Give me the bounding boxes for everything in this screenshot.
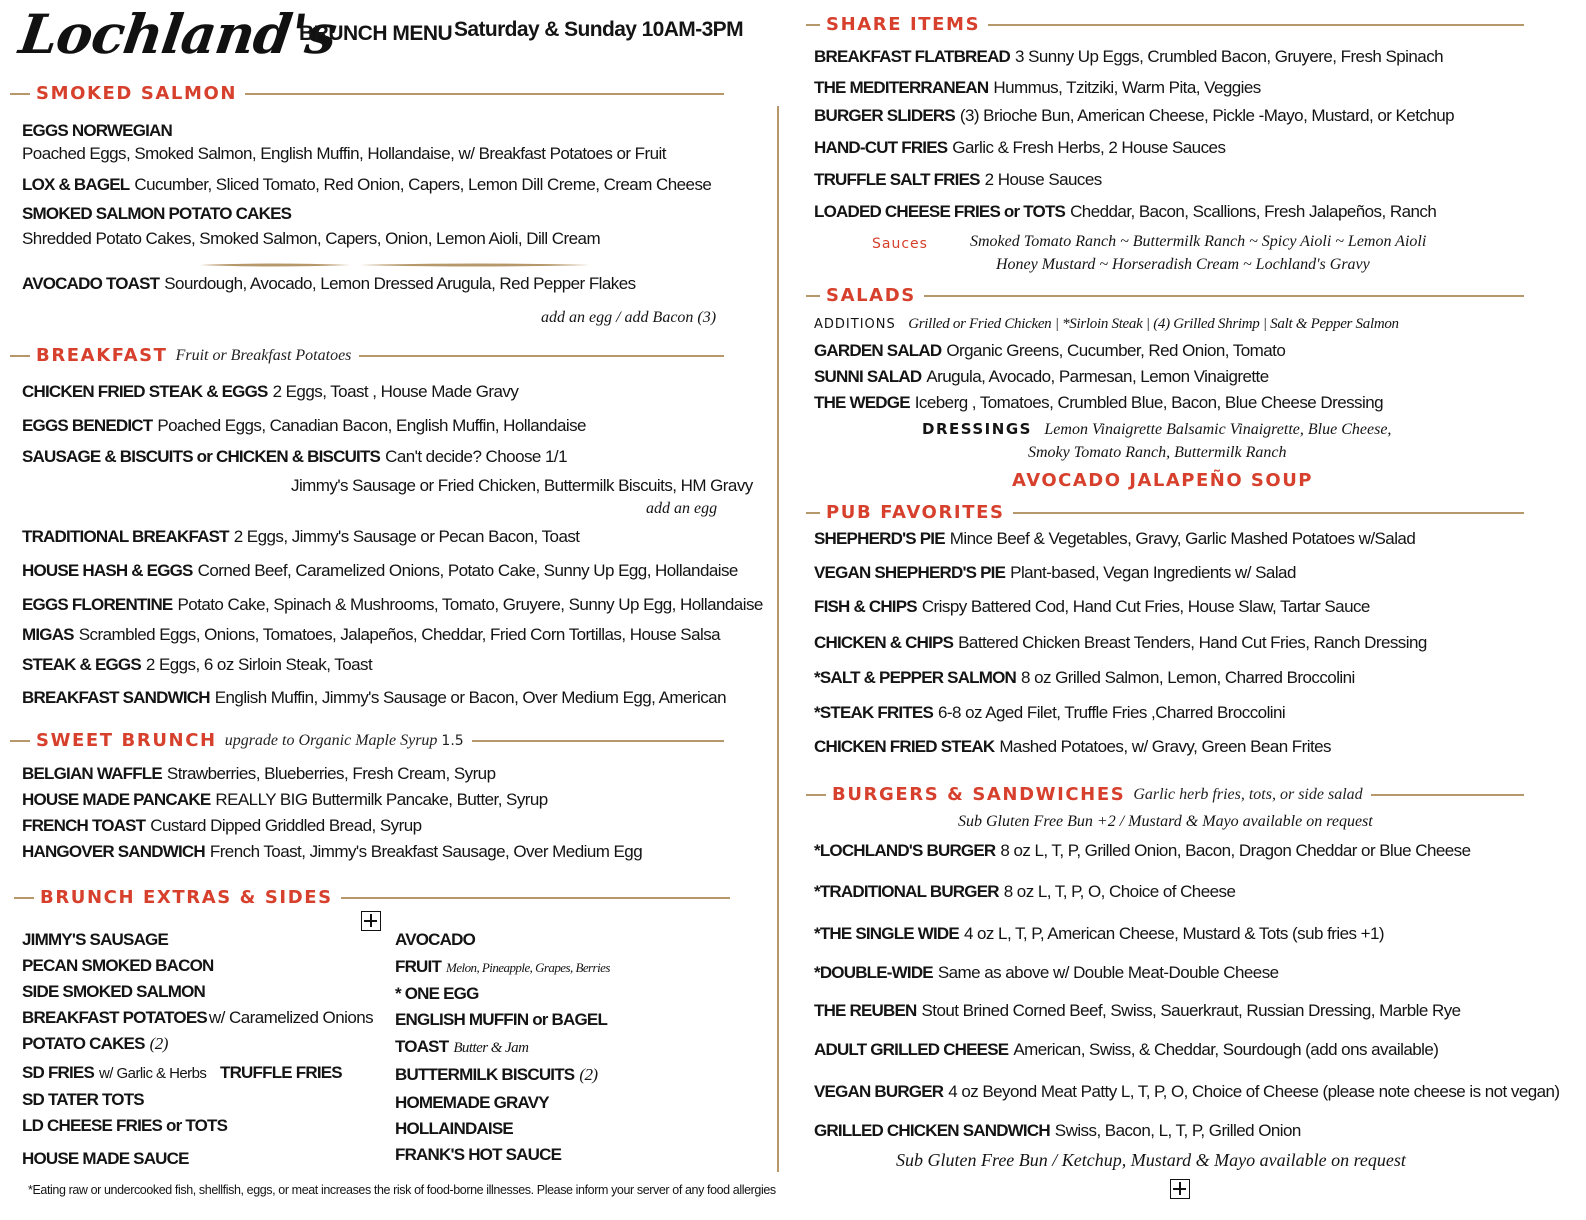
side-item: SD TATER TOTS	[22, 1090, 144, 1109]
menu-item: THE WEDGE Iceberg , Tomatoes, Crumbled Blue, Bacon, Blue Cheese Dressing	[814, 393, 1384, 412]
menu-item: SMOKED SALMON POTATO CAKES	[22, 204, 292, 223]
menu-item: AVOCADO TOAST Sourdough, Avocado, Lemon Dressed Arugula, Red Pepper Flakes	[22, 274, 636, 293]
dressings-label: DRESSINGS	[922, 420, 1032, 438]
side-item: FRUIT Melon, Pineapple, Grapes, Berries	[395, 957, 610, 976]
sauces-label: Sauces	[872, 236, 928, 252]
restaurant-logo: Lochland's	[15, 2, 341, 66]
side-item: JIMMY'S SAUSAGE	[22, 930, 169, 949]
menu-item: CHICKEN FRIED STEAK Mashed Potatoes, w/ Gravy, Green Bean Frites	[814, 737, 1332, 756]
menu-item: LOADED CHEESE FRIES or TOTS Cheddar, Bacon, Scallions, Fresh Jalapeños, Ranch	[814, 202, 1437, 221]
side-item: BREAKFAST POTATOES w/ Caramelized Onions	[22, 1008, 374, 1027]
sauces-list: Smoked Tomato Ranch ~ Buttermilk Ranch ~ Spicy Aioli ~ Lemon Aioli	[970, 233, 1427, 250]
side-item: FRANK'S HOT SAUCE	[395, 1145, 562, 1164]
section-title: BRUNCH EXTRAS & SIDES	[40, 887, 333, 908]
menu-item: VEGAN BURGER 4 oz Beyond Meat Patty L, T, P, O, Choice of Cheese (please note cheese is not vegan)	[814, 1082, 1560, 1101]
menu-hours: Saturday & Sunday 10AM-3PM	[454, 18, 743, 41]
menu-item: HOUSE HASH & EGGS Corned Beef, Caramelized Onions, Potato Cake, Sunny Up Egg, Hollandaise	[22, 561, 738, 580]
menu-item: EGGS BENEDICT Poached Eggs, Canadian Bacon, English Muffin, Hollandaise	[22, 416, 586, 435]
additions-row	[814, 315, 1399, 333]
section-extras-header	[14, 887, 730, 908]
menu-item: GARDEN SALAD Organic Greens, Cucumber, Red Onion, Tomato	[814, 341, 1286, 360]
section-title: SALADS	[826, 285, 916, 306]
additions-list: Grilled or Fried Chicken | *Sirloin Steak | (4) Grilled Shrimp | Salt & Pepper Salmon	[908, 316, 1399, 332]
burger-bottom-note: Sub Gluten Free Bun / Ketchup, Mustard & Mayo available on request	[896, 1150, 1406, 1170]
menu-item: *STEAK FRITES 6-8 oz Aged Filet, Truffle Fries ,Charred Broccolini	[814, 703, 1286, 722]
menu-item-description: Poached Eggs, Smoked Salmon, English Muffin, Hollandaise, w/ Breakfast Potatoes or Fruit	[22, 144, 666, 163]
side-item: HOLLAINDAISE	[395, 1119, 513, 1138]
menu-item: HOUSE MADE PANCAKE REALLY BIG Buttermilk Pancake, Butter, Syrup	[22, 790, 548, 809]
menu-item: MIGAS Scrambled Eggs, Onions, Tomatoes, Jalapeños, Cheddar, Fried Corn Tortillas, House Salsa	[22, 625, 721, 644]
section-title: BREAKFAST	[36, 345, 168, 366]
menu-item: STEAK & EGGS 2 Eggs, 6 oz Sirloin Steak, Toast	[22, 655, 373, 674]
side-item: TOAST Butter & Jam	[395, 1037, 529, 1056]
side-item: * ONE EGG	[395, 984, 479, 1003]
menu-item: CHICKEN FRIED STEAK & EGGS 2 Eggs, Toast , House Made Gravy	[22, 382, 519, 401]
section-burgers-header	[806, 784, 1524, 805]
menu-item: VEGAN SHEPHERD'S PIE Plant-based, Vegan Ingredients w/ Salad	[814, 563, 1296, 582]
menu-item: GRILLED CHICKEN SANDWICH Swiss, Bacon, L, T, P, Grilled Onion	[814, 1121, 1301, 1140]
dressings-list: Lemon Vinaigrette Balsamic Vinaigrette, Blue Cheese,	[1044, 421, 1392, 438]
section-salads-header	[806, 285, 1524, 306]
section-note: Fruit or Breakfast Potatoes	[175, 346, 352, 364]
menu-item: BREAKFAST FLATBREAD 3 Sunny Up Eggs, Crumbled Bacon, Gruyere, Fresh Spinach	[814, 47, 1444, 66]
menu-item: HANGOVER SANDWICH French Toast, Jimmy's Breakfast Sausage, Over Medium Egg	[22, 842, 643, 861]
side-item: POTATO CAKES (2)	[22, 1034, 168, 1053]
menu-title: BRUNCH MENU	[299, 22, 453, 45]
addon-note: add an egg	[646, 500, 718, 517]
menu-item: SAUSAGE & BISCUITS or CHICKEN & BISCUITS Can't decide? Choose 1/1	[22, 447, 567, 466]
side-item: LD CHEESE FRIES or TOTS	[22, 1116, 228, 1135]
section-title: SHARE ITEMS	[826, 14, 981, 35]
menu-item: BELGIAN WAFFLE Strawberries, Blueberries, Fresh Cream, Syrup	[22, 764, 496, 783]
section-title: PUB FAVORITES	[826, 502, 1005, 523]
section-title: SMOKED SALMON	[36, 83, 238, 104]
menu-item-description: Shredded Potato Cakes, Smoked Salmon, Capers, Onion, Lemon Aioli, Dill Cream	[22, 229, 601, 248]
menu-item: BREAKFAST SANDWICH English Muffin, Jimmy's Sausage or Bacon, Over Medium Egg, American	[22, 688, 726, 707]
section-sweet-brunch-header	[10, 730, 724, 751]
section-note: Garlic herb fries, tots, or side salad	[1133, 785, 1363, 803]
side-item: HOUSE MADE SAUCE	[22, 1149, 189, 1168]
menu-item: *TRADITIONAL BURGER 8 oz L, T, P, O, Choice of Cheese	[814, 882, 1236, 901]
menu-item: FRENCH TOAST Custard Dipped Griddled Bread, Syrup	[22, 816, 422, 835]
anchor-box-icon	[361, 911, 381, 931]
menu-item: EGGS FLORENTINE Potato Cake, Spinach & Mushrooms, Tomato, Gruyere, Sunny Up Egg, Hollandaise	[22, 595, 763, 614]
side-item: SIDE SMOKED SALMON	[22, 982, 206, 1001]
menu-item: SHEPHERD'S PIE Mince Beef & Vegetables, Gravy, Garlic Mashed Potatoes w/Salad	[814, 529, 1416, 548]
side-item: PECAN SMOKED BACON	[22, 956, 214, 975]
section-note: upgrade to Organic Maple Syrup 1.5	[224, 731, 464, 749]
menu-item: CHICKEN & CHIPS Battered Chicken Breast Tenders, Hand Cut Fries, Ranch Dressing	[814, 633, 1427, 652]
side-item: BUTTERMILK BISCUITS (2)	[395, 1065, 598, 1084]
menu-item: LOX & BAGEL Cucumber, Sliced Tomato, Red Onion, Capers, Lemon Dill Creme, Cream Cheese	[22, 175, 712, 194]
menu-item: TRADITIONAL BREAKFAST 2 Eggs, Jimmy's Sausage or Pecan Bacon, Toast	[22, 527, 580, 546]
column-divider	[777, 106, 779, 1172]
allergy-disclaimer: *Eating raw or undercooked fish, shellfish, eggs, or meat increases the risk of food-borne illnesses. Please inform your server of any food allergies	[28, 1183, 776, 1197]
section-pub-header	[806, 502, 1524, 523]
menu-item: *DOUBLE-WIDE Same as above w/ Double Meat-Double Cheese	[814, 963, 1279, 982]
burger-sub-note: Sub Gluten Free Bun +2 / Mustard & Mayo available on request	[958, 813, 1373, 830]
menu-item: BURGER SLIDERS (3) Brioche Bun, American Cheese, Pickle -Mayo, Mustard, or Ketchup	[814, 106, 1455, 125]
side-item: HOMEMADE GRAVY	[395, 1093, 549, 1112]
section-title: BURGERS & SANDWICHES	[832, 784, 1126, 805]
menu-item: *LOCHLAND'S BURGER 8 oz L, T, P, Grilled Onion, Bacon, Dragon Cheddar or Blue Cheese	[814, 841, 1471, 860]
side-item: ENGLISH MUFFIN or BAGEL	[395, 1010, 608, 1029]
sauces-list: Honey Mustard ~ Horseradish Cream ~ Lochland's Gravy	[996, 256, 1370, 273]
menu-item: TRUFFLE SALT FRIES 2 House Sauces	[814, 170, 1102, 189]
side-item: TRUFFLE FRIES	[220, 1063, 342, 1082]
menu-item: SUNNI SALAD Arugula, Avocado, Parmesan, Lemon Vinaigrette	[814, 367, 1269, 386]
menu-item: FISH & CHIPS Crispy Battered Cod, Hand Cut Fries, House Slaw, Tartar Sauce	[814, 597, 1370, 616]
section-smoked-salmon-header	[10, 83, 724, 104]
dressings-list: Smoky Tomato Ranch, Buttermilk Ranch	[1028, 444, 1287, 461]
section-breakfast-header	[10, 345, 724, 366]
menu-item: THE MEDITERRANEAN Hummus, Tzitziki, Warm Pita, Veggies	[814, 78, 1261, 97]
soup-of-the-day: AVOCADO JALAPEÑO SOUP	[1012, 470, 1313, 491]
right-column	[804, 0, 1560, 1220]
ornament-divider	[200, 262, 590, 268]
section-share-header	[806, 14, 1524, 35]
left-column	[0, 0, 776, 1220]
menu-item: HAND-CUT FRIES Garlic & Fresh Herbs, 2 House Sauces	[814, 138, 1226, 157]
side-item: SD FRIES w/ Garlic & Herbs	[22, 1063, 207, 1082]
menu-item: *THE SINGLE WIDE 4 oz L, T, P, American Cheese, Mustard & Tots (sub fries +1)	[814, 924, 1385, 943]
menu-item-description: Jimmy's Sausage or Fried Chicken, Buttermilk Biscuits, HM Gravy	[291, 476, 753, 495]
anchor-box-icon	[1170, 1179, 1190, 1199]
additions-label: ADDITIONS	[814, 317, 896, 332]
menu-item: THE REUBEN Stout Brined Corned Beef, Swiss, Sauerkraut, Russian Dressing, Marble Rye	[814, 1001, 1461, 1020]
menu-item: ADULT GRILLED CHEESE American, Swiss, & Cheddar, Sourdough (add ons available)	[814, 1040, 1439, 1059]
section-title: SWEET BRUNCH	[36, 730, 217, 751]
dressings-row	[922, 420, 1391, 439]
side-item: AVOCADO	[395, 930, 476, 949]
addon-note: add an egg / add Bacon (3)	[541, 309, 717, 326]
menu-item: *SALT & PEPPER SALMON 8 oz Grilled Salmon, Lemon, Charred Broccolini	[814, 668, 1355, 687]
menu-item: EGGS NORWEGIAN	[22, 121, 173, 140]
